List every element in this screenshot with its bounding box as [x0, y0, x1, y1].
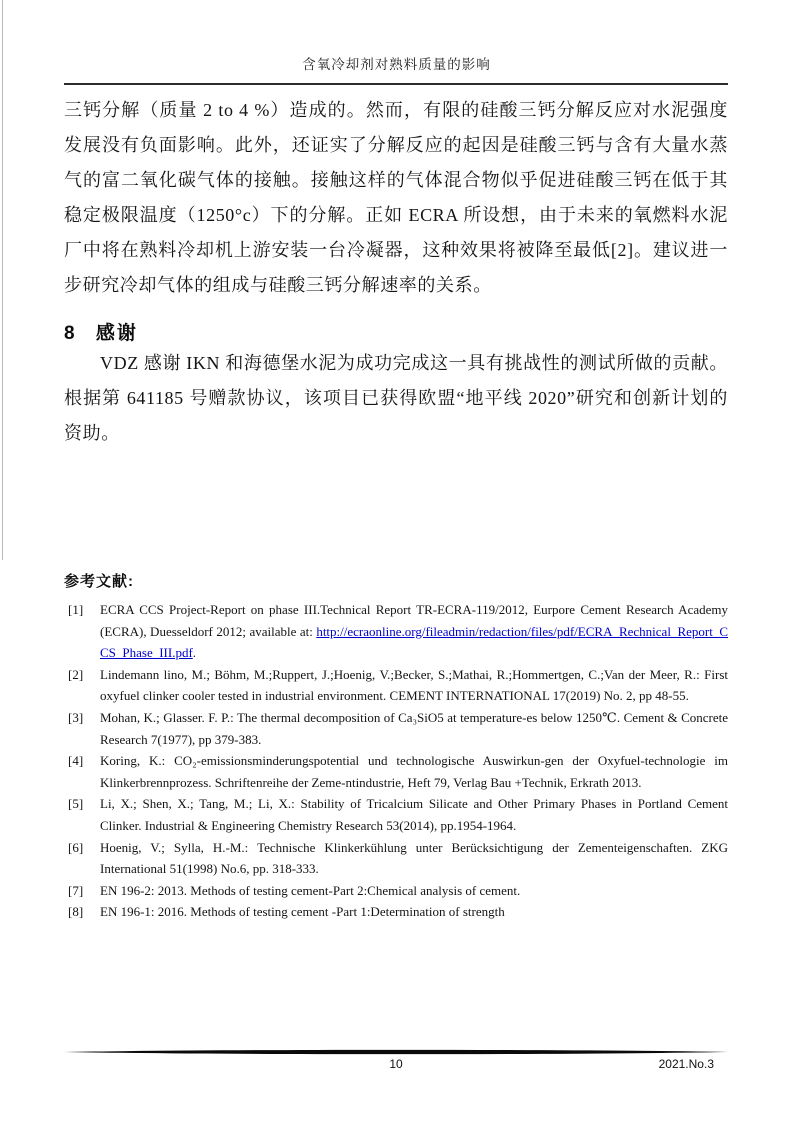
reference-marker: [3] [68, 709, 84, 725]
acknowledgment-paragraph: VDZ 感谢 IKN 和海德堡水泥为成功完成这一具有挑战性的测试所做的贡献。根据第 641185 号赠款协议，该项目已获得欧盟“地平线 2020”研究和创新计划的资助。 [64, 353, 728, 443]
reference-text: Koring, K.: CO₂-emissionsminderungspotential und technologische Auswirkun-gen der Oxyfuel-technologie im Klinkerbrennprozess. Schriftenreihe der Zeme-ntindustrie, Heft 79, Verlag Bau +Technik, Erkrath 2013. [100, 753, 728, 790]
reference-item-4 [64, 750, 728, 793]
reference-item-7 [64, 880, 728, 902]
reference-item-8 [64, 901, 728, 923]
reference-text: Mohan, K.; Glasser. F. P.: The thermal decomposition of Ca₃SiO5 at temperature-es below 1250℃. Cement & Concrete Research 7(1977), pp 379-383. [100, 709, 728, 747]
reference-list [64, 599, 728, 923]
reference-marker: [7] [68, 882, 84, 898]
reference-text-suffix: . [192, 645, 197, 661]
body-paragraph: 三钙分解（质量 2 to 4 %）造成的。然而，有限的硅酸三钙分解反应对水泥强度发展没有负面影响。此外，还证实了分解反应的起因是硅酸三钙与含有大量水蒸气的富二氧化碳气体的接触。接触这样的气体混合物似乎促进硅酸三钙在低于其稳定极限温度（1250°c）下的分解。正如 ECRA 所设想，由于未来的氧燃料水泥厂中将在熟料冷却机上游安装一台冷凝器，这种效果将被降至最低[2]。建议进一步研究冷却气体的组成与硅酸三钙分解速率的关系。 [64, 100, 728, 295]
reference-item-1 [64, 599, 728, 664]
section-heading-acknowledgment [64, 318, 138, 345]
reference-text: Hoenig, V.; Sylla, H.-M.: Technische Klinkerkühlung unter Berücksichtigung der Zementeigenschaften. ZKG International 51(1998) No.6, pp. 318-333. [100, 839, 728, 877]
header-rule [64, 83, 728, 85]
page-footer [64, 1057, 728, 1071]
reference-item-2 [64, 664, 728, 707]
reference-text: ECRA CCS Project-Report on phase III.Technical Report TR-ECRA-119/2012, Eurpore Cement Research Academy (ECRA), Duesseldorf 2012; available at: [100, 602, 728, 639]
reference-text: Li, X.; Shen, X.; Tang, M.; Li, X.: Stability of Tricalcium Silicate and Other Primary Phases in Portland Cement Clinker. Industrial & Engineering Chemistry Research 53(2014), pp.1954-1964. [100, 796, 728, 833]
references-heading: 参考文献: [64, 573, 134, 590]
reference-marker: [1] [68, 602, 84, 617]
issue-label: 2021.No.3 [658, 1057, 714, 1071]
reference-marker: [2] [68, 666, 84, 682]
reference-marker: [8] [68, 904, 84, 920]
section-title: 感谢 [95, 323, 138, 344]
reference-marker: [6] [68, 839, 84, 855]
section-number: 8 [64, 323, 75, 344]
running-header-title: 含氧冷却剂对熟料质量的影响 [302, 57, 491, 72]
footer-rule [64, 1048, 728, 1056]
scan-edge-artifact [2, 0, 3, 560]
reference-item-6 [64, 837, 728, 880]
reference-text: Lindemann lino, M.; Böhm, M.;Ruppert, J.;Hoenig, V.;Becker, S.;Mathai, R.;Hommertgen, C.;Van der Meer, R.: First oxyfuel clinker cooler tested in industrial environment. CEMENT INTERNATIONAL 17(2019) No. 2, pp 48-55. [100, 666, 728, 704]
reference-text: EN 196-2: 2013. Methods of testing cement-Part 2:Chemical analysis of cement. [100, 882, 521, 898]
page-number: 10 [389, 1057, 403, 1071]
reference-marker: [4] [68, 753, 84, 769]
reference-item-3 [64, 707, 728, 750]
reference-item-5 [64, 793, 728, 836]
reference-marker: [5] [68, 796, 84, 812]
reference-text: EN 196-1: 2016. Methods of testing cement -Part 1:Determination of strength [100, 904, 505, 920]
reference-link[interactable]: http://ecraonline.org/fileadmin/redaction/files/pdf/ECRA_Rechnical_Report_CCS_Phase_III.pdf [100, 623, 728, 661]
